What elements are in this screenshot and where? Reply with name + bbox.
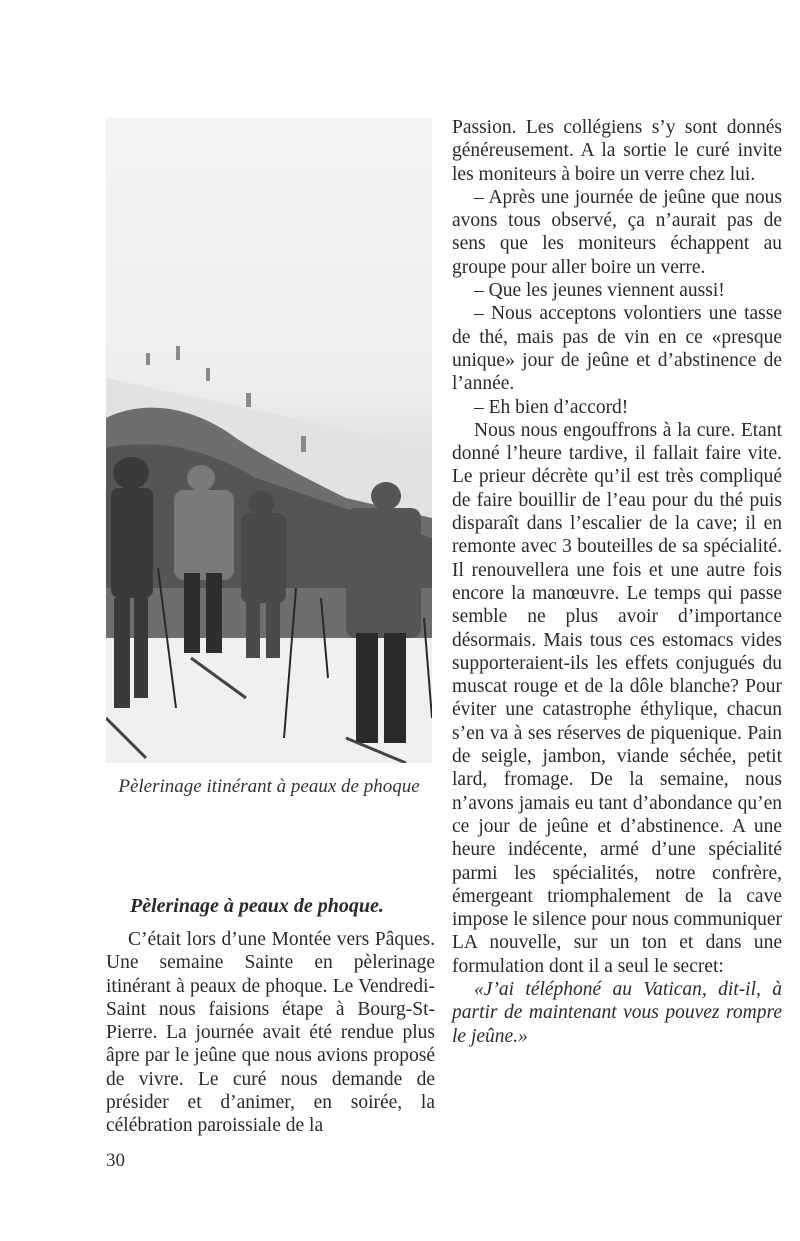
left-paragraph: C’était lors d’une Montée vers Pâques. Une semaine Sainte en pèlerinage itinérant à peaux de phoque. Le Vendredi-Saint nous faisions étape à Bourg-St-Pierre. La journée avait été rendue plus âpre par le jeûne que nous avions proposé de vivre. Le curé nous demande de présider et d’animer, en soirée, la célébration paroissiale de la [106,929,435,1137]
right-paragraph-4: – Nous acceptons volontiers une tasse de thé, mais pas de vin en ce «presque unique» jour de jeûne et d’abstinence de l’année. [452,303,782,395]
right-column [452,116,782,1048]
section-heading: Pèlerinage à peaux de phoque. [130,895,384,917]
right-paragraph-6: Nous nous engouffrons à la cure. Etant donné l’heure tardive, il fallait faire vite. Le prieur décrète qu’il est très compliqué de faire bouillir de l’eau pour du thé puis disparaît dans l’escalier de la cave; il en remonte avec 3 bouteilles de sa spécialité. Il renouvellera une fois et une autre fois encore la manœuvre. Le temps qui passe semble ne plus avoir d’importance désormais. Mais tous ces estomacs vides supporteraient-ils les effets conjugués du muscat rouge et de la dôle blanche? Pour éviter une catastrophe éthylique, chacun s’en va à ses réserves de piquenique. Pain de seigle, jambon, viande séchée, petit lard, fromage. De la semaine, nous n’avons jamais eu tant d’abondance qu’en ce jour de jeûne et d’abstinence. A une heure indécente, armé d’une spécialité parmi les spécialités, notre confrère, émergeant triomphalement de la cave impose le silence pour nous communiquer LA nouvelle, sur un ton et dans une formulation dont il a seul le secret: [452,419,782,977]
right-paragraph-5: – Eh bien d’accord! [474,396,629,418]
right-paragraph-2: – Après une journée de jeûne que nous avons tous observé, ça n’aurait pas de sens que les moniteurs échappent au groupe pour aller boire un verre. [452,186,782,278]
right-paragraph-3: – Que les jeunes viennent aussi! [474,280,725,302]
vatican-quote: «J’ai téléphoné au Vatican, dit-il, à partir de maintenant vous pouvez rompre le jeûne.» [452,978,782,1047]
ski-pilgrimage-photo [106,118,432,763]
figure-caption: Pèlerinage itinérant à peaux de phoque [118,776,420,797]
right-paragraph-1: Passion. Les collégiens s’y sont donnés généreusement. A la sortie le curé invite les moniteurs à boire un verre chez lui. [452,117,782,185]
page-number: 30 [106,1150,125,1171]
left-column [106,895,435,1138]
photo-illustration [106,118,432,763]
